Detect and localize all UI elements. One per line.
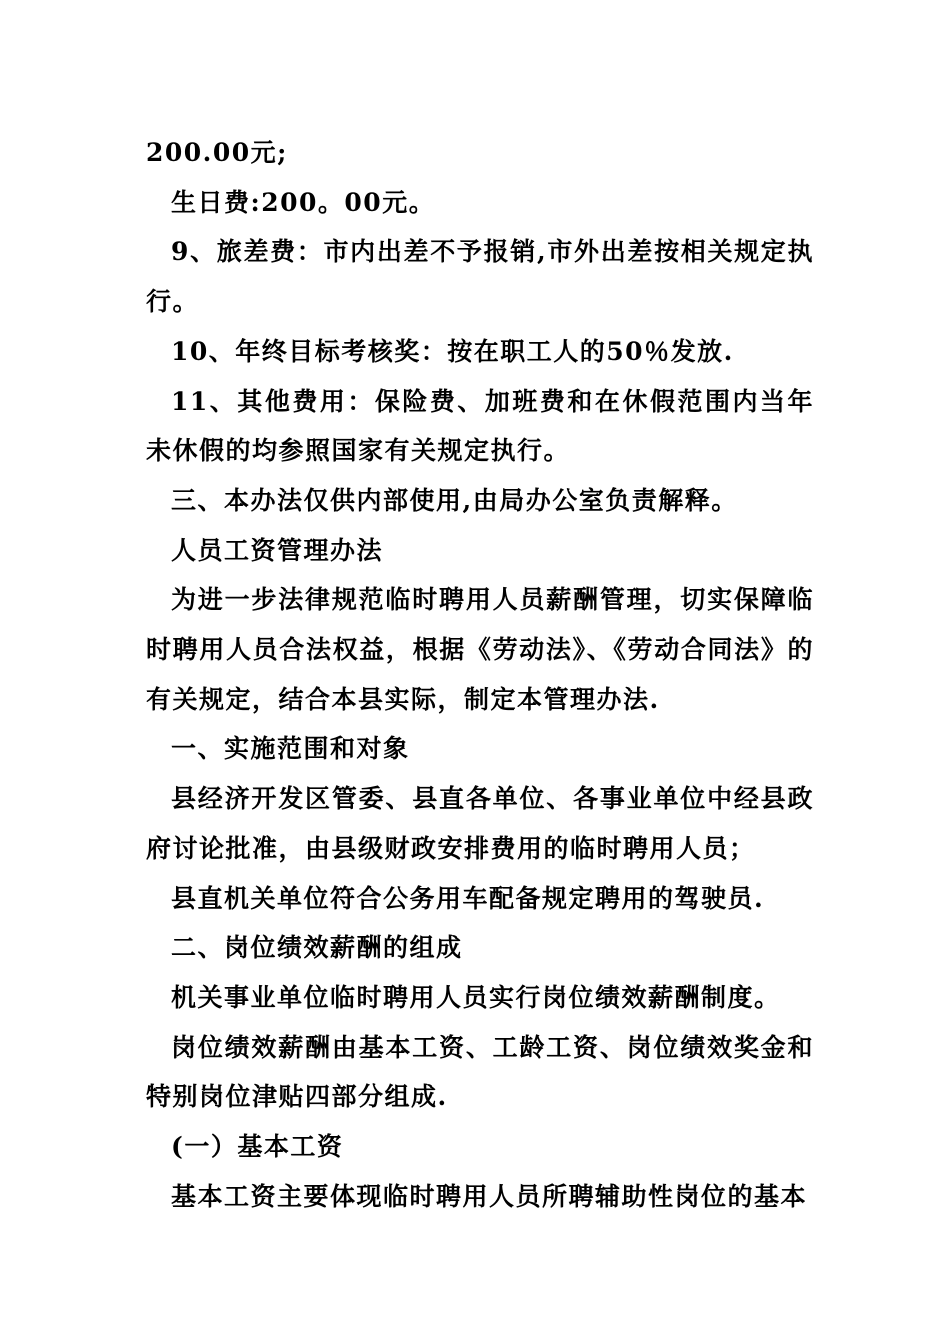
paragraph-amount-continuation: 200.00元; xyxy=(146,138,288,167)
document-body xyxy=(146,128,814,1221)
paragraph-compensation-system: 机关事业单位临时聘用人员实行岗位绩效薪酬制度。 xyxy=(171,982,781,1012)
paragraph-interpretation: 三、本办法仅供内部使用,由局办公室负责解释。 xyxy=(171,485,738,515)
paragraph-scope-units: 县经济开发区管委、县直各单位、各事业单位中经县政府讨论批准，由县级财政安排费用的临时聘用人员； xyxy=(146,784,814,863)
paragraph-annual-bonus: 10、年终目标考核奖：按在职工人的50％发放. xyxy=(171,336,734,366)
paragraph-purpose: 为进一步法律规范临时聘用人员薪酬管理，切实保障临时聘用人员合法权益，根据《劳动法》、《劳动合同法》的有关规定，结合本县实际，制定本管理办法. xyxy=(146,585,814,714)
paragraph-scope-drivers: 县直机关单位符合公务用车配备规定聘用的驾驶员. xyxy=(171,883,765,913)
paragraph-birthday-fee: 生日费:200。00元。 xyxy=(171,187,436,217)
section-title-wage-management: 人员工资管理办法 xyxy=(171,535,384,565)
paragraph-compensation-parts: 岗位绩效薪酬由基本工资、工龄工资、岗位绩效奖金和特别岗位津贴四部分组成. xyxy=(146,1032,814,1112)
heading-compensation-composition: 二、岗位绩效薪酬的组成 xyxy=(171,933,463,963)
paragraph-basic-wage: 基本工资主要体现临时聘用人员所聘辅助性岗位的基本 xyxy=(171,1181,808,1211)
paragraph-travel-expense: 9、旅差费：市内出差不予报销,市外出差按相关规定执行。 xyxy=(146,237,814,317)
subheading-basic-wage: (一）基本工资 xyxy=(171,1132,344,1162)
paragraph-other-expenses: 11、其他费用：保险费、加班费和在休假范围内当年未休假的均参照国家有关规定执行。 xyxy=(146,386,814,466)
heading-scope: 一、实施范围和对象 xyxy=(171,734,410,764)
